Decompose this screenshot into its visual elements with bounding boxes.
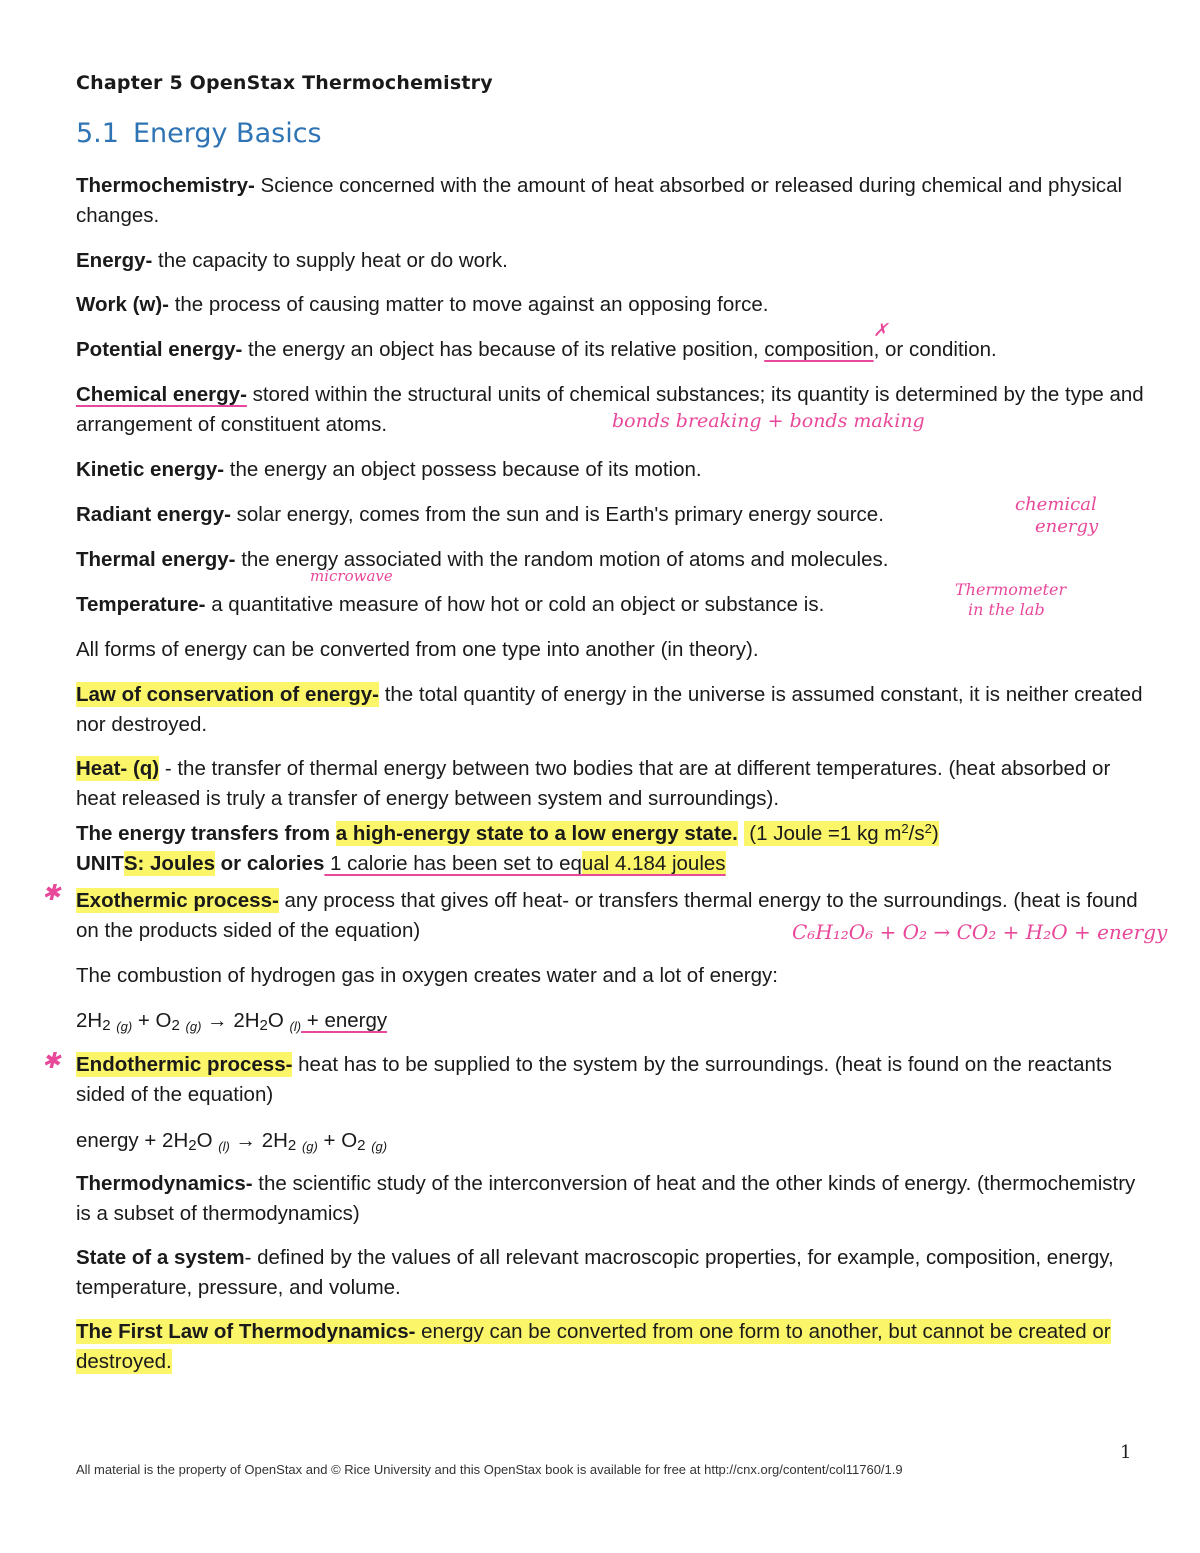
definition-thermodynamics xyxy=(76,1169,1146,1229)
section-title: Energy Basics xyxy=(132,118,322,149)
star-mark-annotation: ✱ xyxy=(42,880,61,905)
definition-thermal-energy xyxy=(76,545,1146,575)
definition-text: - the transfer of thermal energy between two bodies that are at different temperatures. (heat absorbed or heat released is truly a transfer of energy between system and surroundings). xyxy=(76,757,1111,810)
handwritten-note-in-the-lab: in the lab xyxy=(968,600,1045,619)
definition-text: the energy an object has because of its relative position, xyxy=(242,338,765,361)
definition-text: the process of causing matter to move against an opposing force. xyxy=(169,293,769,316)
term: Temperature- xyxy=(76,593,206,616)
handwritten-note-microwave: microwave xyxy=(310,567,393,585)
definition-text: stored within the structural units of chemical substances; its quantity is determined by the type and arrangement of constituent atoms. xyxy=(76,383,1144,436)
definition-radiant-energy xyxy=(76,500,1146,530)
chapter-title: Chapter 5 OpenStax Thermochemistry xyxy=(76,72,493,94)
handwritten-glucose-equation: C₆H₁₂O₆ + O₂ → CO₂ + H₂O + energy xyxy=(792,920,1168,944)
handwritten-note-chemical: chemical xyxy=(1015,494,1097,515)
definition-heat xyxy=(76,754,1146,879)
term: Heat- (q) xyxy=(76,757,160,780)
term: State of a system xyxy=(76,1246,245,1269)
calorie-text: 1 calorie has been set to eq xyxy=(324,852,582,875)
x-mark-annotation: ✗ xyxy=(873,320,889,340)
definition-text: the energy associated with the random motion of atoms and molecules. xyxy=(235,548,889,571)
footer-copyright: All material is the property of OpenStax and © Rice University and this OpenStax book is available for free at http://cnx.org/content/col11760/1.9 xyxy=(76,1462,903,1477)
definition-text: energy can be converted from one form to another, but cannot be created or destroyed. xyxy=(76,1320,1111,1373)
units-label: UNIT xyxy=(76,852,124,875)
section-number: 5.1 xyxy=(76,118,119,149)
definition-law-of-conservation xyxy=(76,680,1146,740)
statement-energy-conversion xyxy=(76,635,1146,665)
definition-text: the energy an object possess because of its motion. xyxy=(224,458,702,481)
definition-state-of-system xyxy=(76,1243,1146,1303)
definition-text: solar energy, comes from the sun and is Earth's primary energy source. xyxy=(230,503,884,526)
term: Kinetic energy- xyxy=(76,458,225,481)
definition-first-law xyxy=(76,1317,1146,1377)
statement-combustion xyxy=(76,961,1146,991)
term: Exothermic process- xyxy=(76,889,279,912)
definition-thermochemistry xyxy=(76,171,1146,231)
definition-text: , or condition. xyxy=(873,338,997,361)
definition-text: the capacity to supply heat or do work. xyxy=(152,249,508,272)
term: Endothermic process- xyxy=(76,1053,293,1076)
definition-text: heat has to be supplied to the system by the surroundings. (heat is found on the reactants sided of the equation) xyxy=(76,1053,1112,1106)
equation-endothermic: energy + 2H2O $_{(l)}$ → 2H2 $_{(g)}$ + O2 $_{(g)}$ xyxy=(76,1129,388,1154)
definition-text: Science concerned with the amount of heat absorbed or released during chemical and physical changes. xyxy=(76,174,1123,227)
term: Law of conservation of energy- xyxy=(76,683,379,706)
definition-kinetic-energy xyxy=(76,455,1146,485)
section-heading xyxy=(76,118,322,149)
definition-work xyxy=(76,290,1146,320)
handwritten-note-thermometer: Thermometer xyxy=(955,580,1067,599)
transfer-text-highlighted: a high-energy state to a low energy state. xyxy=(335,822,738,845)
definition-text: the total quantity of energy in the universe is assumed constant, it is neither created nor destroyed. xyxy=(76,683,1143,736)
joule-definition: (1 Joule =1 kg $m^2/s^2$) xyxy=(744,821,939,846)
definition-text: - defined by the values of all relevant macroscopic properties, for example, composition, energy, temperature, pressure, and volume. xyxy=(76,1246,1114,1299)
term: Chemical energy- xyxy=(76,383,247,406)
units-calories: or calories xyxy=(214,852,325,875)
definition-endothermic xyxy=(76,1050,1146,1110)
star-mark-annotation: ✱ xyxy=(42,1048,61,1073)
page-number: 1 xyxy=(1120,1442,1132,1463)
definition-chemical-energy xyxy=(76,380,1146,440)
definition-text: the scientific study of the interconversion of heat and the other kinds of energy. (thermochemistry is a subset of thermodynamics) xyxy=(76,1172,1136,1225)
term: Thermochemistry- xyxy=(76,174,255,197)
handwritten-note-bonds: bonds breaking + bonds making xyxy=(612,410,925,432)
equation-exothermic: 2H2 $_{(g)}$ + O2 $_{(g)}$ → 2H2O $_{(l)}$ + energy xyxy=(76,1009,388,1034)
statement-text: All forms of energy can be converted from one type into another (in theory). xyxy=(76,638,759,661)
term: Thermodynamics- xyxy=(76,1172,253,1195)
term: Energy- xyxy=(76,249,153,272)
term: Work (w)- xyxy=(76,293,170,316)
units-joules: S: Joules xyxy=(123,852,215,875)
calorie-text-highlighted: ual 4.184 joules xyxy=(581,852,726,875)
definition-text: a quantitative measure of how hot or cold an object or substance is. xyxy=(205,593,825,616)
term: Thermal energy- xyxy=(76,548,236,571)
definition-text: any process that gives off heat- or transfers thermal energy to the surroundings. (heat is found on the products sided of the equation) xyxy=(76,889,1138,942)
transfer-text: The energy transfers from xyxy=(76,822,336,845)
term: The First Law of Thermodynamics- xyxy=(76,1320,416,1343)
underlined-word: composition xyxy=(764,338,874,361)
definition-energy xyxy=(76,246,1146,276)
term: Radiant energy- xyxy=(76,503,231,526)
definition-potential-energy xyxy=(76,335,1146,365)
handwritten-note-energy: energy xyxy=(1035,516,1099,537)
term: Potential energy- xyxy=(76,338,243,361)
statement-text: The combustion of hydrogen gas in oxygen creates water and a lot of energy: xyxy=(76,964,778,987)
